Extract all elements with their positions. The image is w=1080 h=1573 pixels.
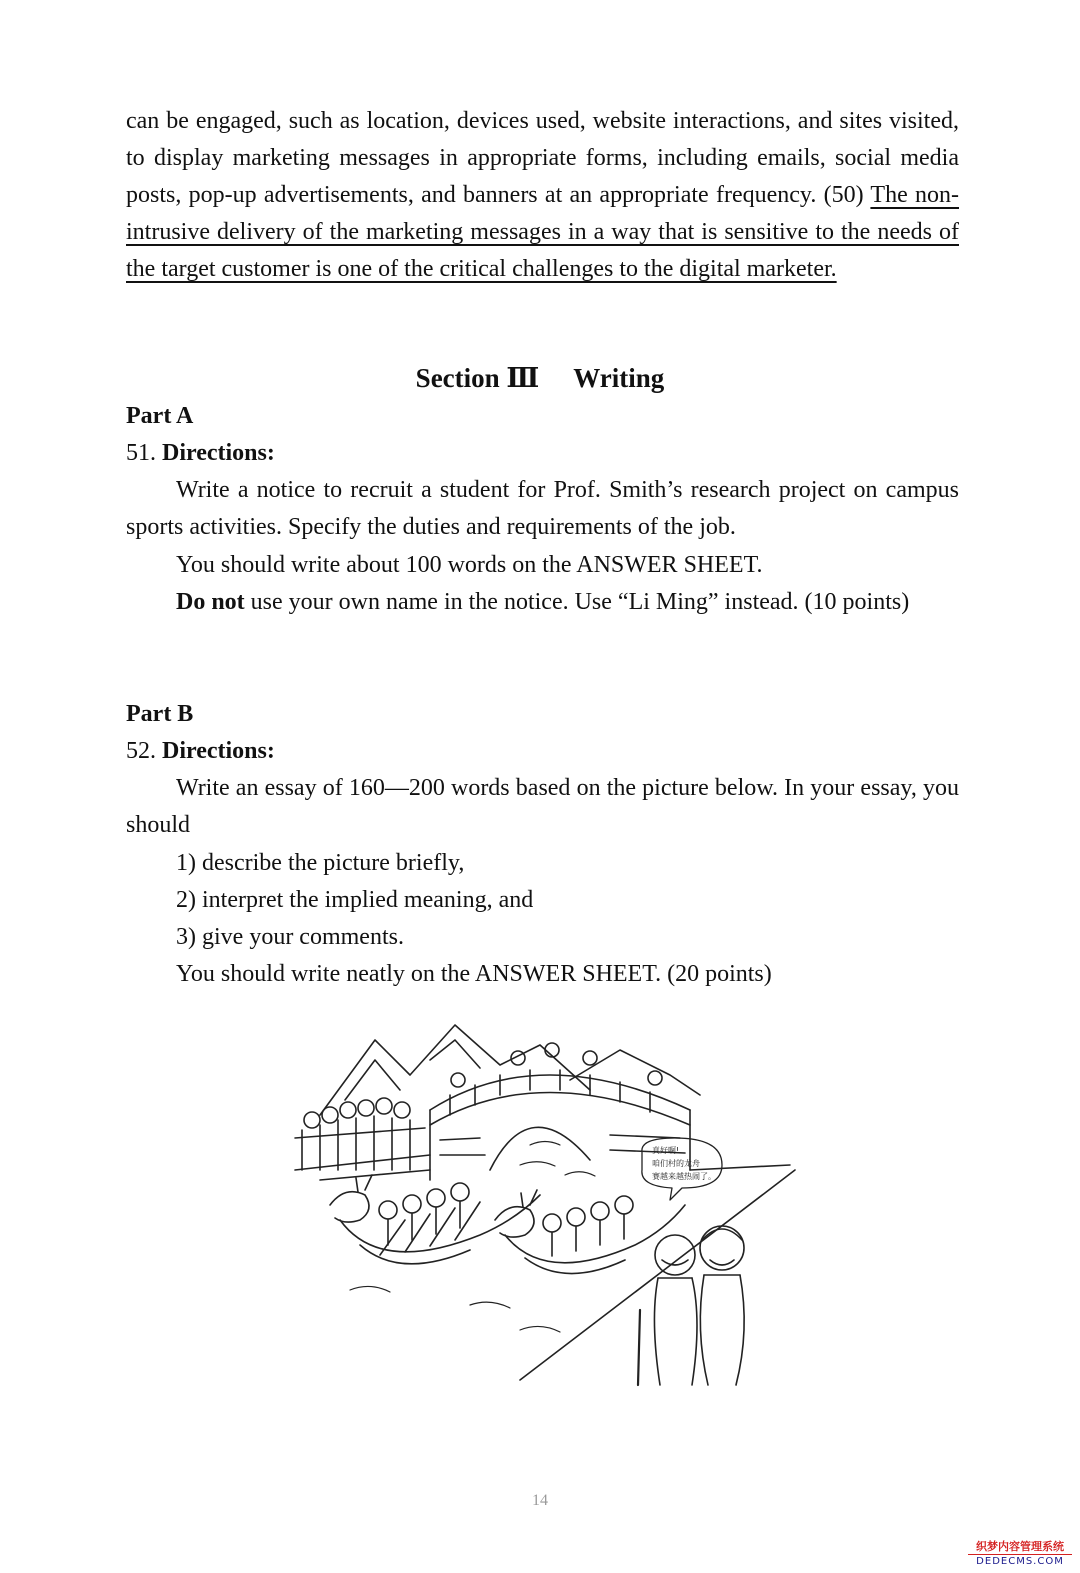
part-a-instructions: Write a notice to recruit a student for Prof. Smith’s research project on campus sports activities. Specify the duties and requirements of the job. (126, 477, 959, 540)
river-bank (320, 1165, 790, 1180)
dragon-boat-1 (330, 1175, 540, 1264)
site-watermark (968, 1541, 1072, 1567)
list-item: 3) give your comments. (176, 924, 404, 950)
part-b-instructions: Write an essay of 160—200 words based on the picture below. In your essay, you should (126, 775, 959, 838)
question-52-label (126, 733, 275, 770)
question-51-label (126, 435, 275, 472)
watermark-title: 织梦内容管理系统 (968, 1541, 1072, 1555)
do-not-emphasis: Do not (176, 589, 245, 615)
speech-line-2: 咱们村的龙舟 (652, 1159, 700, 1168)
water-ripples (350, 1142, 595, 1333)
part-b-heading: Part B (126, 701, 194, 727)
question-number: 51. (126, 440, 156, 466)
directions-label: Directions: (162, 440, 275, 466)
underlined-sentence-50: The non-intrusive delivery of the marketing messages in a way that is sensitive to the needs of the target customer is one of the critical challenges to the digital marketer. (126, 182, 959, 282)
part-a-word-count: You should write about 100 words on the ANSWER SHEET. (176, 552, 763, 578)
name-note-text: use your own name in the notice. Use “Li Ming” instead. (10 points) (244, 589, 910, 615)
river-bank-right (520, 1170, 795, 1380)
page-number: 14 (532, 1492, 548, 1509)
list-item: 1) describe the picture briefly, (176, 850, 465, 876)
speech-line-1: 真好啊! (652, 1146, 680, 1155)
dragon-boat-cartoon (290, 1020, 810, 1395)
part-a-name-note (126, 584, 959, 621)
part-a-heading: Part A (126, 403, 194, 429)
speech-line-3: 赛越来越热闹了。 (652, 1172, 716, 1181)
part-b-answer-note: You should write neatly on the ANSWER SHEET. (20 points) (176, 961, 772, 987)
crowd-left (295, 1098, 430, 1170)
question-number: 52. (126, 738, 156, 764)
section-number: Section Ⅲ (415, 363, 540, 393)
section-name: Writing (573, 363, 665, 393)
watermark-url: DEDECMS.COM (976, 1556, 1064, 1567)
passage-text: can be engaged, such as location, devices used, website interactions, and sites visited, to display marketing messages in appropriate forms, including emails, social media posts, pop-up advertisements, and banners at an appropriate frequency. (50) (126, 108, 959, 208)
section-title (0, 360, 1080, 396)
reading-passage-end (126, 103, 959, 288)
list-item: 2) interpret the implied meaning, and (176, 887, 534, 913)
directions-label: Directions: (162, 738, 275, 764)
